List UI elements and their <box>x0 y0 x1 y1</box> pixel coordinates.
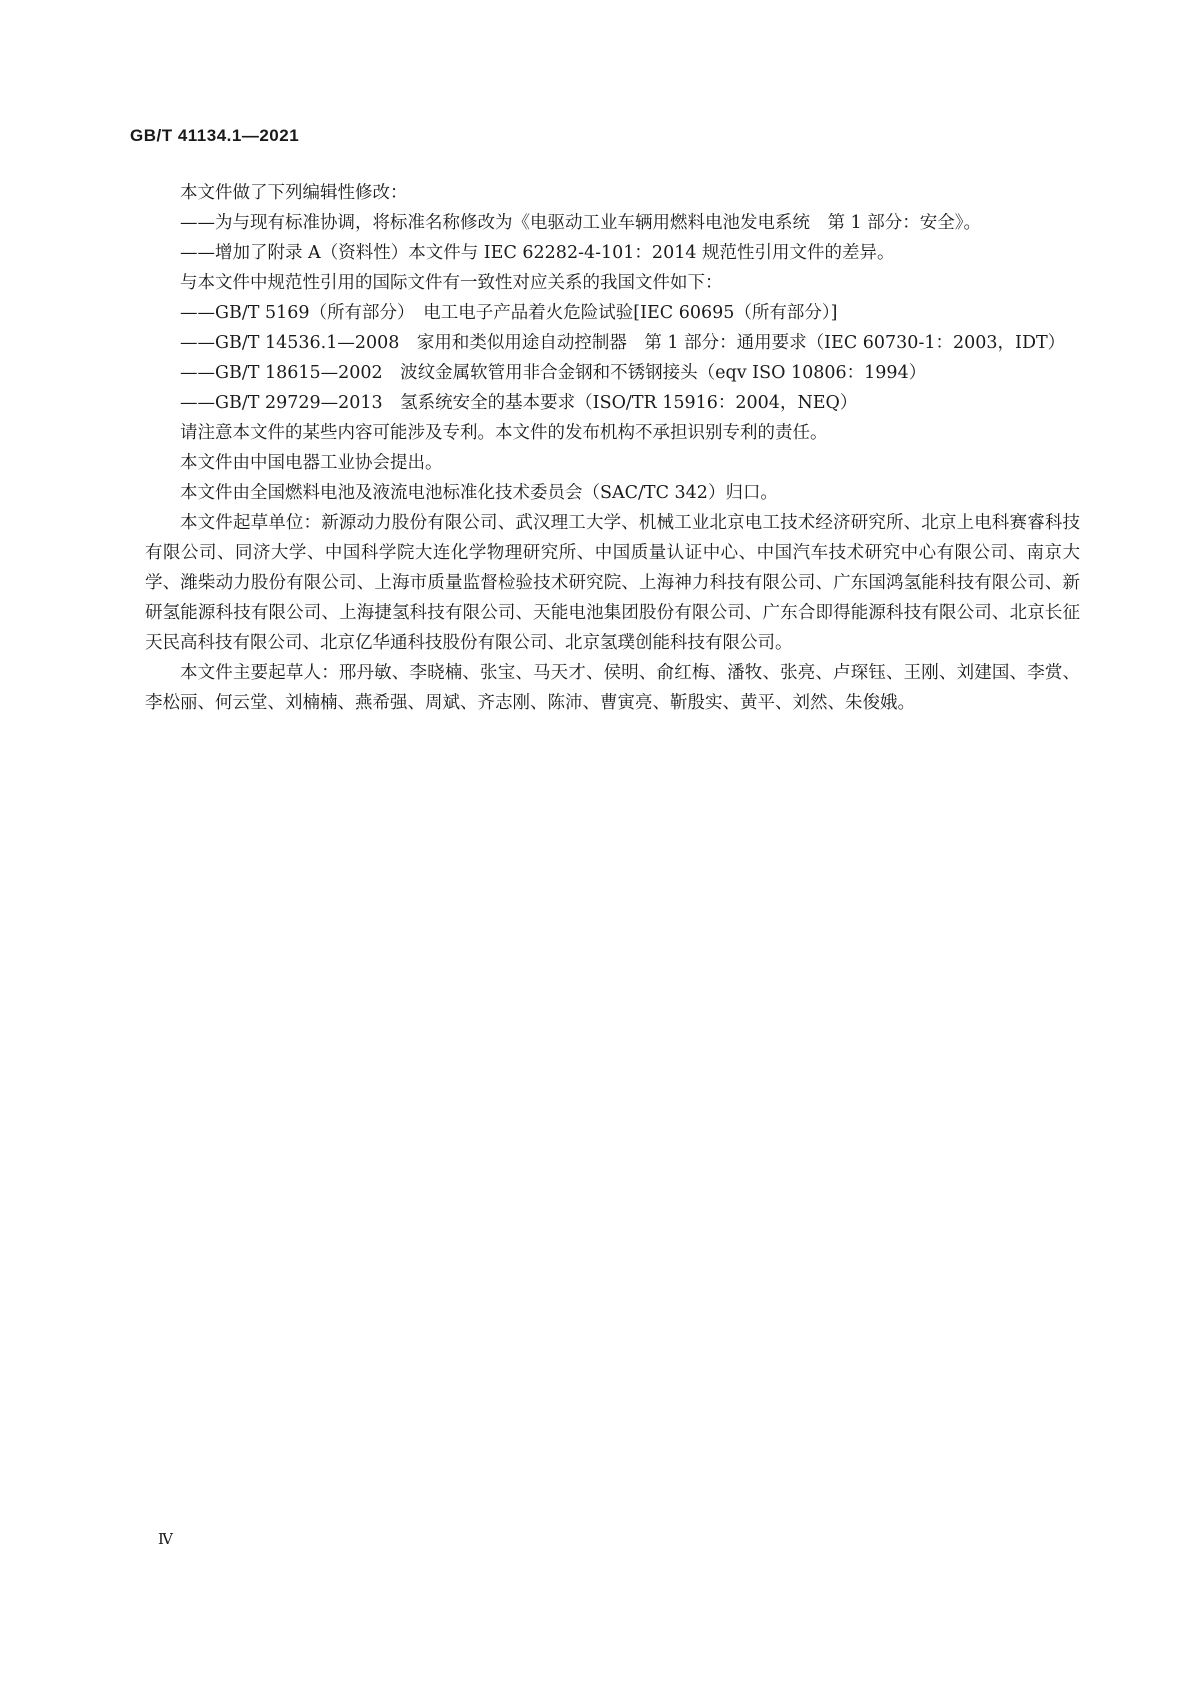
proposed-by: 本文件由中国电器工业协会提出。 <box>180 453 443 473</box>
patent-note: 请注意本文件的某些内容可能涉及专利。本文件的发布机构不承担识别专利的责任。 <box>180 423 828 443</box>
correspondence-item: ——GB/T 18615—2002 波纹金属软管用非合金钢和不锈钢接头（eqv ISO 10806：1994） <box>180 363 927 383</box>
standard-code: GB/T 41134.1—2021 <box>130 126 300 145</box>
main-drafters: 本文件主要起草人：邢丹敏、李晓楠、张宝、马天才、侯明、俞红梅、潘牧、张亮、卢琛钰、王刚、刘建国、李赏、李松丽、何云堂、刘楠楠、燕希强、周斌、齐志刚、陈沛、曹寅亮、靳殷实、黄平、刘然、朱俊娥。 <box>145 663 1080 713</box>
edit-intro: 本文件做了下列编辑性修改： <box>180 183 408 203</box>
correspondence-item: ——GB/T 5169（所有部分） 电工电子产品着火危险试验[IEC 60695（所有部分）] <box>180 303 838 323</box>
edit-item: ——增加了附录 A（资料性）本文件与 IEC 62282-4-101：2014 规范性引用文件的差异。 <box>180 243 895 263</box>
correspondence-item: ——GB/T 14536.1—2008 家用和类似用途自动控制器 第 1 部分：通用要求（IEC 60730-1：2003，IDT） <box>180 333 1066 353</box>
centralized-by: 本文件由全国燃料电池及液流电池标准化技术委员会（SAC/TC 342）归口。 <box>180 483 778 503</box>
correspondence-intro: 与本文件中规范性引用的国际文件有一致性对应关系的我国文件如下： <box>180 273 723 293</box>
drafting-units: 本文件起草单位：新源动力股份有限公司、武汉理工大学、机械工业北京电工技术经济研究所、北京上电科赛睿科技有限公司、同济大学、中国科学院大连化学物理研究所、中国质量认证中心、中国汽车技术研究中心有限公司、南京大学、潍柴动力股份有限公司、上海市质量监督检验技术研究院、上海神力科技有限公司、广东国鸿氢能科技有限公司、新研氢能源科技有限公司、上海捷氢科技有限公司、天能电池集团股份有限公司、广东合即得能源科技有限公司、北京长征天民高科技有限公司、北京亿华通科技股份有限公司、北京氢璞创能科技有限公司。 <box>145 513 1080 653</box>
page-number: Ⅳ <box>158 1530 173 1548</box>
edit-item: ——为与现有标准协调，将标准名称修改为《电驱动工业车辆用燃料电池发电系统 第 1 部分：安全》。 <box>180 213 982 233</box>
correspondence-item: ——GB/T 29729—2013 氢系统安全的基本要求（ISO/TR 15916：2004，NEQ） <box>180 393 858 413</box>
document-body <box>145 178 1080 718</box>
